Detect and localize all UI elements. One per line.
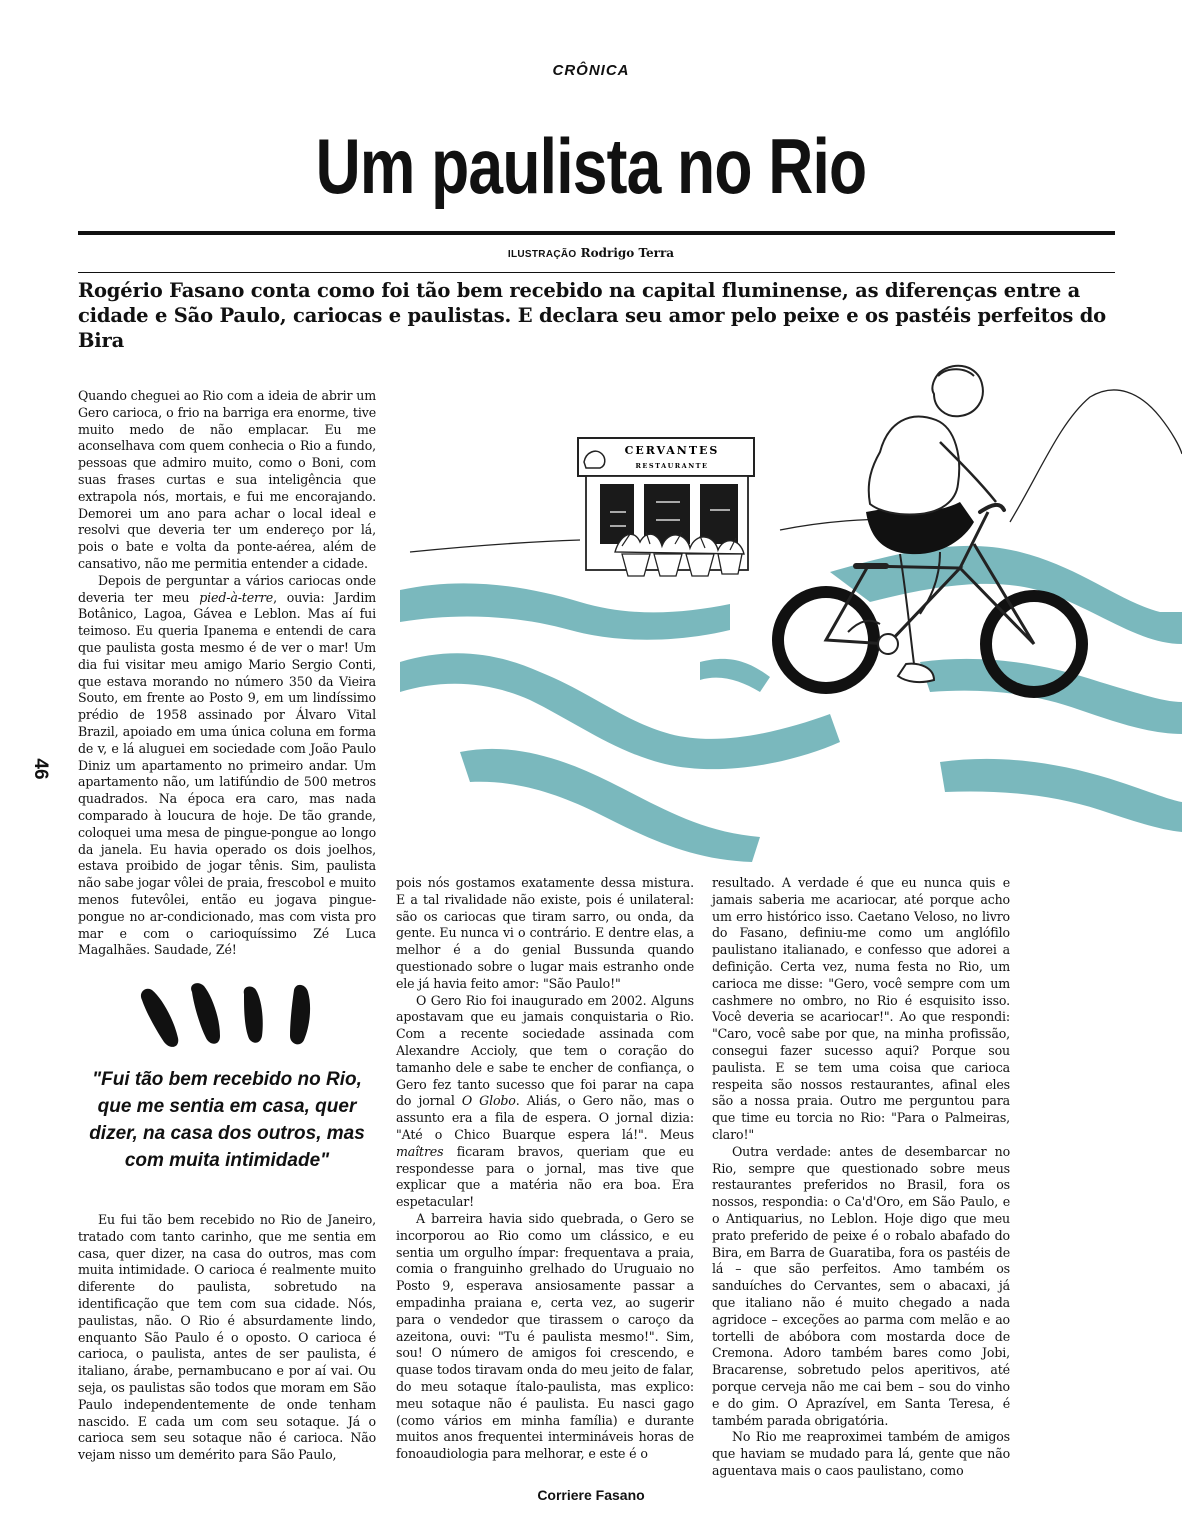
dek: Rogério Fasano conta como foi tão bem recebido na capital fluminense, as diferenças entre a cidade e São Paulo, cariocas e paulistas. E declara seu amor pelo peixe e os pastéis perfeitos do Bira xyxy=(78,279,1106,352)
paragraph: Depois de perguntar a vários cariocas onde deveria ter meu pied-à-terre, ouvia: Jardim Botânico, Lagoa, Gávea e Leblon. Mas aí fui teimoso. Eu queria Ipanema e entendi de cara que paulista gosta mesmo é de ver o mar! Um dia fui visitar meu amigo Mario Sergio Conti, que estava morando no número 350 da Vieira Souto, em frente ao Posto 9, em um lindíssimo prédio de 1958 assinado por Álvaro Vital Brazil, apoiado em uma única coluna em forma de v, e lá aluguei em sociedade com João Paulo Diniz um apartamento no primeiro andar. Um apartamento não, um latifúndio de 500 metros quadrados. Na época era caro, mas nada comparado à loucura de hoje. De tão grande, coloquei uma mesa de pingue-pongue ao longo da janela. Eu havia operado os dois joelhos, estava proibido de jogar tênis. Sim, paulista não sabe jogar vôlei de praia, frescobol e muito menos futevôlei, então eu jogava pingue-pongue no ar-condicionado, mas com vista pro mar e com o carioquíssimo Zé Luca Magalhães. Saudade, Zé! xyxy=(78,572,376,958)
water-waves xyxy=(400,546,1182,862)
mountain-outline xyxy=(410,390,1182,552)
credit-label: ILUSTRAÇÃO xyxy=(507,249,577,260)
paragraph: Eu fui tão bem recebido no Rio de Janeiro, tratado com tanto carinho, que me sentia em casa, quer dizer, na casa do outros, mas com muita intimidade. O carioca é realmente muito diferente do paulista, sobretudo na identificação que tem com sua cidade. Nós, paulistas, não. O Rio é absurdamente lindo, enquanto São Paulo é o oposto. O carioca é carioca, o paulista, antes de ser paulista, é italiano, árabe, pernambucano e por aí vai. Ou seja, os paulistas são todos que moram em São Paulo independentemente de onde tenham nascido. E cada um com seu sotaque. Já o carioca sem seu sotaque não é carioca. Não vejam nisso um demérito para São Paulo, xyxy=(78,1212,376,1463)
section-label: CRÔNICA xyxy=(552,62,630,79)
cyclist-illustration xyxy=(400,362,1182,872)
page-number: 46 xyxy=(30,758,51,780)
quote-marks-icon xyxy=(134,982,330,1052)
paragraph: Outra verdade: antes de desembarcar no Rio, sempre que questionado sobre meus restaurantes preferidos no Brasil, fora os nossos, respondia: o Ca'd'Oro, em São Paulo, e o Antiquarius, no Leblon. Hoje digo que meu prato preferido de peixe é o robalo abafado do Bira, em Barra de Guaratiba, fora os pastéis de lá – que são perfeitos. Amo também os sanduíches do Cervantes, sem o abacaxi, já que italiano não é muito chegado a nada agridoce – exceções ao parma com melão e ao tortelli de abóbora com mostarda doce de Cremona. Adoro também bares como Jobi, Bracarense, sobretudo pelos aperitivos, até porque cerveja não me cai bem – sou do vinho e do gim. O Aprazível, em Santa Teresa, é também parada obrigatória. xyxy=(712,1143,1010,1428)
paragraph: No Rio me reaproximei também de amigos que haviam se mudado para lá, gente que não aguentava mais o caos paulistano, como xyxy=(712,1429,1010,1478)
headline: Um paulista no Rio xyxy=(315,122,867,210)
dek-rule xyxy=(78,272,1115,273)
article-column-1-continued xyxy=(78,1212,376,1464)
pull-quote: "Fui tão bem recebido no Rio, que me sentia em casa, quer dizer, na casa dos outros, mas com muita intimidade" xyxy=(89,1069,365,1171)
paragraph: A barreira havia sido quebrada, o Gero se incorporou ao Rio como um clássico, e eu sentia um orgulho ímpar: frequentava a praia, comia o franguinho grelhado do Uruguaio no Posto 9, esperava ansiosamente passar a empadinha praiana e, certa vez, ao sugerir para o vendedor que tirassem o caroço da azeitona, ouvi: "Tu é paulista mesmo!". Sim, sou! O número de amigos foi crescendo, e quase todos tiravam onda do meu jeito de falar, do meu sotaque ítalo-paulista, mas explico: meu sotaque não é paulista. Eu nasci gago (como vários em minha família) e durante muitos anos frequentei intermináveis horas de fonoaudiologia para melhorar, e este é o xyxy=(396,1210,694,1462)
paragraph: pois nós gostamos exatamente dessa mistura. E a tal rivalidade não existe, pois é unilateral: são os cariocas que tiram sarro, ou onda, da gente. Eu nunca vi o contrário. E dentre elas, a melhor é a do genial Bussunda quando questionado sobre o lugar mais estranho onde ele já havia feito amor: "São Paulo!" xyxy=(396,875,694,991)
paragraph: O Gero Rio foi inaugurado em 2002. Alguns apostavam que eu jamais conquistaria o Rio. Com a recente sociedade assinada com Alexandre Accioly, que tem o coração do tamanho dele e sabe te encher de confiança, o Gero fez tanto sucesso que foi parar na capa do jornal O Globo. Aliás, o Gero não, mas o assunto era a fila de espera. O jornal dizia: "Até o Chico Buarque espera lá!". Meus maîtres ficaram bravos, queriam que eu respondesse para o jornal, mas tive que explicar que a matéria não era boa. Era espetacular! xyxy=(396,992,695,1210)
illustration-credit xyxy=(0,246,1182,260)
restaurant-sign-sub: RESTAURANTE xyxy=(635,462,709,470)
article-column-2 xyxy=(396,875,694,1463)
restaurant-building xyxy=(578,438,754,576)
paragraph: resultado. A verdade é que eu nunca quis e jamais saberia me acariocar, até porque acho um erro histórico isso. Caetano Veloso, no livro do Fasano, definiu-me como um anglófilo paulistano italianado, e confesso que adorei a definição. Certa vez, numa festa no Rio, um carioca me disse: "Gero, você sempre com um cashmere no ombro, no Rio é esquisito isso. Você deveria se acariocar!". Ao que respondi: "Caro, você sabe por que, na minha profissão, consegui fazer sucesso aqui? Porque sou paulista. E se tem uma coisa que carioca respeita são nossos restaurantes, afinal eles são a nossa praia. Outro me perguntou para que time eu torcia no Rio: "Para o Palmeiras, claro!" xyxy=(712,875,1010,1142)
article-column-3 xyxy=(712,875,1010,1480)
paragraph: Quando cheguei ao Rio com a ideia de abrir um Gero carioca, o frio na barriga era enorme, tive muito medo de não emplacar. Eu me aconselhava com quem conhecia o Rio a fundo, pessoas que admiro muito, como o Boni, com suas frases curtas e sua inteligência que extrapola nós, mortais, e fui me encorajando. Demorei um ano para achar o local ideal e resolvi que deveria ter um endereço por lá, pois o bate e volta da ponte-aérea, além de cansativo, não me permitia entender a cidade. xyxy=(78,388,376,571)
headline-rule xyxy=(78,231,1115,235)
cyclist xyxy=(778,366,1082,692)
footer-publication: Corriere Fasano xyxy=(537,1487,645,1503)
credit-name: Rodrigo Terra xyxy=(580,246,675,260)
restaurant-sign-name: CERVANTES xyxy=(624,444,720,457)
article-column-1 xyxy=(78,388,376,959)
